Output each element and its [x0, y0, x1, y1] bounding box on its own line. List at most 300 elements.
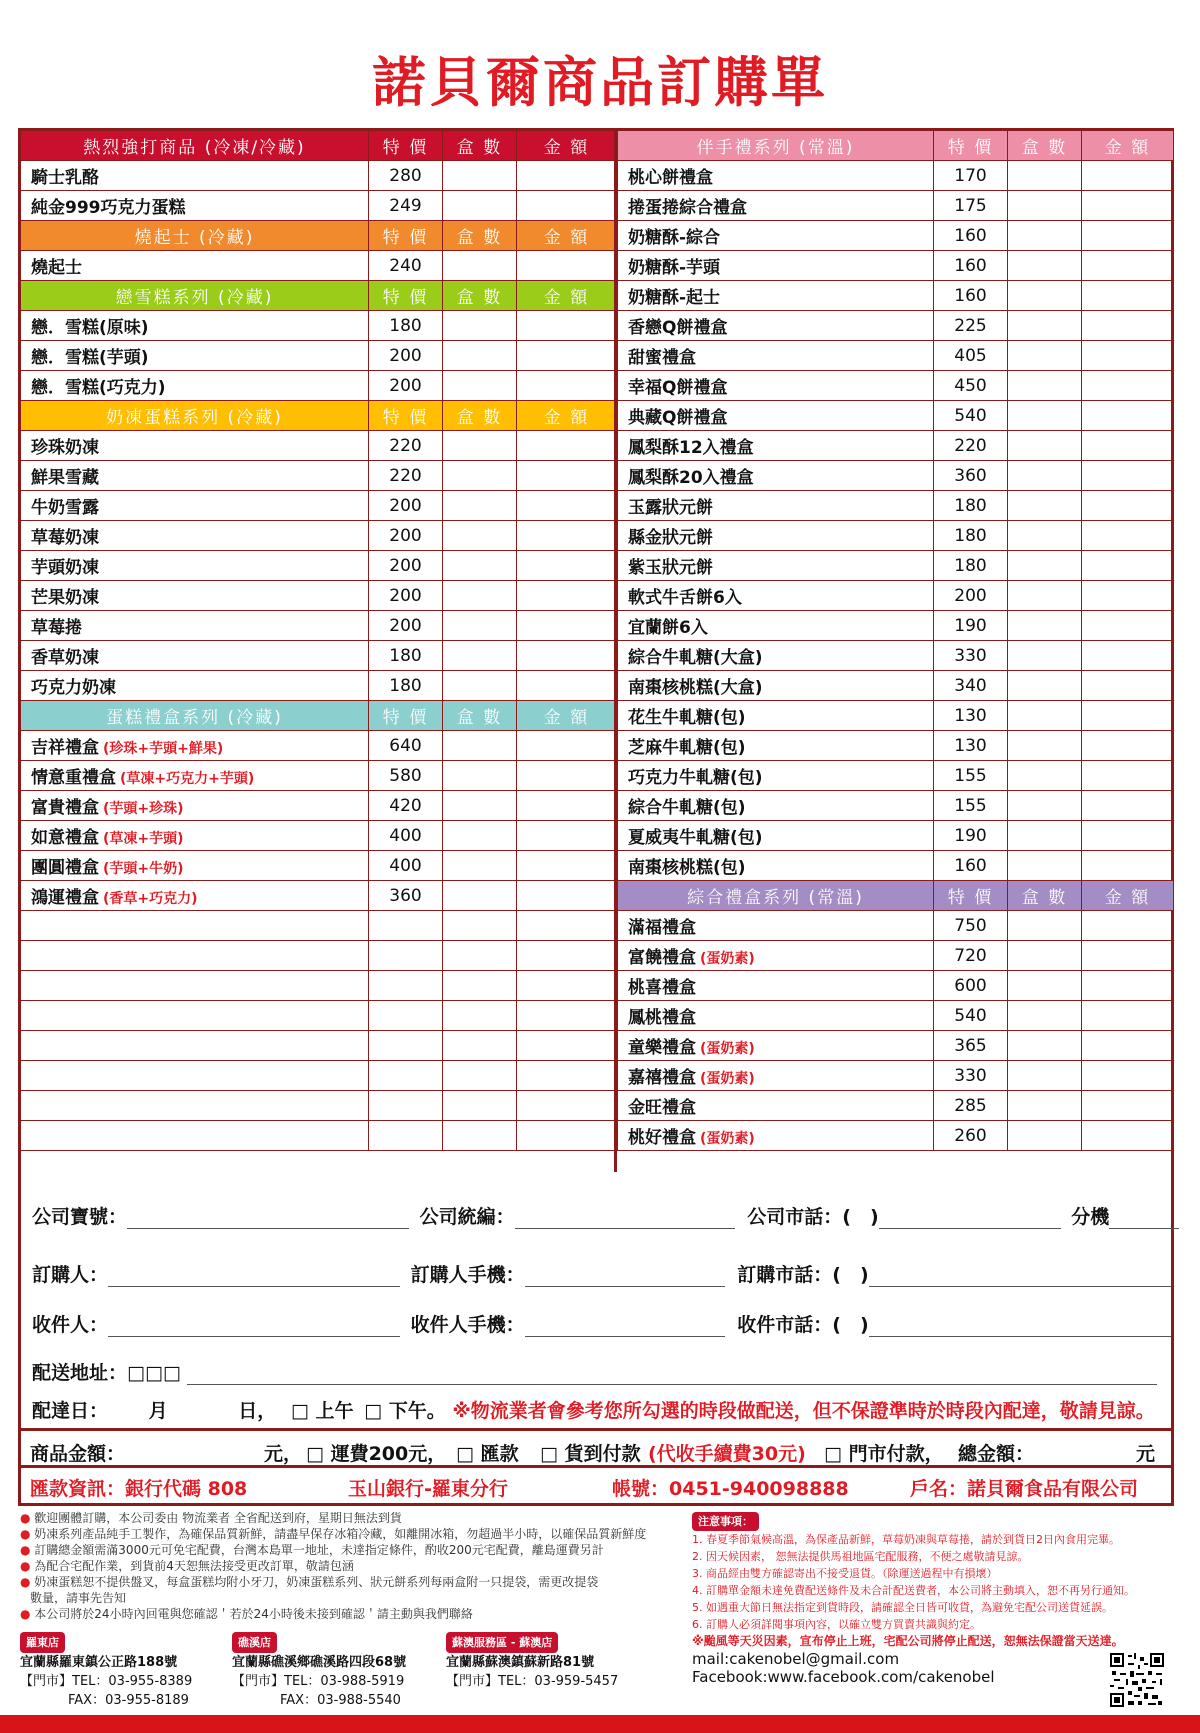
amount-cell[interactable] — [1082, 671, 1174, 701]
amount-cell[interactable] — [517, 1061, 617, 1091]
company-tel-input[interactable] — [879, 1207, 1061, 1229]
product-name-cell — [21, 551, 369, 581]
box-count-cell[interactable] — [1008, 521, 1082, 551]
section-title: 伴手禮系列 (常溫) — [618, 131, 934, 161]
amount-cell[interactable] — [1082, 161, 1174, 191]
box-count-cell[interactable] — [1008, 1121, 1082, 1151]
product-row — [21, 1001, 617, 1031]
pm-checkbox[interactable]: □ 下午。 — [364, 1400, 446, 1422]
box-count-cell[interactable] — [443, 581, 517, 611]
product-name: 桃心餅禮盒 — [628, 168, 713, 188]
product-name: 鴻運禮盒 — [31, 888, 99, 908]
product-row — [618, 731, 1174, 761]
box-count-cell[interactable] — [1008, 491, 1082, 521]
box-count-cell[interactable] — [1008, 971, 1082, 1001]
box-count-cell[interactable] — [1008, 731, 1082, 761]
product-row — [21, 431, 617, 461]
section-header — [618, 131, 1174, 161]
product-name: 甜蜜禮盒 — [628, 348, 696, 368]
box-count-cell[interactable] — [443, 251, 517, 281]
product-row — [618, 311, 1174, 341]
product-price: 170 — [934, 161, 1008, 191]
product-name-cell — [618, 791, 934, 821]
amount-cell[interactable] — [1082, 251, 1174, 281]
box-count-cell[interactable] — [1008, 851, 1082, 881]
product-row — [618, 671, 1174, 701]
product-name-cell — [21, 1061, 369, 1091]
amount-cell[interactable] — [517, 911, 617, 941]
product-name-cell — [618, 611, 934, 641]
amount-cell[interactable] — [1082, 611, 1174, 641]
product-name-cell — [21, 341, 369, 371]
box-count-cell[interactable] — [443, 731, 517, 761]
amount-cell[interactable] — [517, 1031, 617, 1061]
box-count-cell[interactable] — [443, 911, 517, 941]
box-count-cell[interactable] — [443, 971, 517, 1001]
box-count-cell[interactable] — [1008, 1061, 1082, 1091]
amount-cell[interactable] — [517, 821, 617, 851]
date-label: 配達日： — [32, 1400, 109, 1422]
product-row — [21, 251, 617, 281]
product-name: 嘉禧禮盒 — [628, 1068, 696, 1088]
product-price: 155 — [934, 761, 1008, 791]
product-name-cell — [618, 221, 934, 251]
product-name-cell — [618, 821, 934, 851]
product-price: 640 — [369, 731, 443, 761]
product-row — [618, 251, 1174, 281]
product-price: 540 — [934, 401, 1008, 431]
section-title: 燒起士 (冷藏) — [21, 221, 369, 251]
box-count-cell[interactable] — [443, 311, 517, 341]
product-row — [21, 821, 617, 851]
box-count-cell[interactable] — [1008, 431, 1082, 461]
amount-cell[interactable] — [1082, 641, 1174, 671]
amount-cell[interactable] — [517, 971, 617, 1001]
product-name-cell — [21, 1091, 369, 1121]
product-row — [21, 1061, 617, 1091]
amount-cell[interactable] — [517, 461, 617, 491]
product-name-cell — [21, 851, 369, 881]
product-price: 180 — [934, 521, 1008, 551]
product-name-cell — [21, 581, 369, 611]
bank-code: 匯款資訊：銀行代碼 808 — [30, 1478, 248, 1500]
box-count-cell[interactable] — [443, 461, 517, 491]
product-name-cell — [21, 731, 369, 761]
box-count-cell[interactable] — [1008, 341, 1082, 371]
product-row — [21, 941, 617, 971]
product-note: (蛋奶素) — [700, 1071, 755, 1087]
box-count-cell[interactable] — [443, 671, 517, 701]
price-header: 特 價 — [369, 401, 443, 431]
store-tag: 羅東店 — [20, 1632, 65, 1653]
amount-cell[interactable] — [1082, 1061, 1174, 1091]
buyer-tel-label: 訂購市話：( ) — [737, 1264, 869, 1286]
box-count-cell[interactable] — [443, 611, 517, 641]
product-row — [21, 161, 617, 191]
product-name-cell — [618, 251, 934, 281]
product-price — [369, 1121, 443, 1151]
product-price — [369, 1091, 443, 1121]
section-title: 奶凍蛋糕系列 (冷藏) — [21, 401, 369, 431]
product-row — [618, 1061, 1174, 1091]
box-count-cell[interactable] — [443, 851, 517, 881]
amount-cell[interactable] — [1082, 461, 1174, 491]
box-count-cell[interactable] — [1008, 251, 1082, 281]
box-count-cell[interactable] — [443, 1091, 517, 1121]
product-price: 130 — [934, 731, 1008, 761]
box-count-cell[interactable] — [1008, 941, 1082, 971]
bullet-icon: ● — [20, 1575, 35, 1589]
section-header — [618, 881, 1174, 911]
box-count-cell[interactable] — [443, 491, 517, 521]
product-price: 130 — [934, 701, 1008, 731]
amount-cell[interactable] — [517, 641, 617, 671]
amount-cell[interactable] — [1082, 281, 1174, 311]
bullet-icon: ● — [20, 1511, 35, 1525]
store-tag: 礁溪店 — [232, 1632, 277, 1653]
product-name: 典藏Q餅禮盒 — [628, 408, 728, 428]
product-note: (草凍+巧克力+芋頭) — [120, 771, 255, 787]
amount-cell[interactable] — [1082, 581, 1174, 611]
amount-cell[interactable] — [517, 1091, 617, 1121]
store-address: 宜蘭縣蘇澳鎮蘇新路81號 — [446, 1655, 595, 1670]
product-name: 南棗核桃糕(大盒) — [628, 678, 763, 698]
product-name: 草莓奶凍 — [31, 528, 99, 548]
amount-cell[interactable] — [1082, 941, 1174, 971]
product-row — [618, 1001, 1174, 1031]
product-price: 200 — [369, 611, 443, 641]
box-count-cell[interactable] — [443, 371, 517, 401]
product-price: 330 — [934, 1061, 1008, 1091]
address-input[interactable] — [187, 1363, 1157, 1385]
receiver-mobile-input[interactable] — [525, 1315, 725, 1337]
product-name: 珍珠奶凍 — [31, 438, 99, 458]
box-count-cell[interactable] — [443, 1061, 517, 1091]
store-fax: FAX：03-955-8189 — [68, 1693, 189, 1708]
store-suao — [446, 1632, 618, 1691]
product-row — [618, 701, 1174, 731]
product-name-cell — [21, 311, 369, 341]
box-count-cell[interactable] — [1008, 371, 1082, 401]
amount-cell[interactable] — [1082, 761, 1174, 791]
product-name: 奶糖酥-綜合 — [628, 228, 721, 248]
box-count-cell[interactable] — [1008, 161, 1082, 191]
amount-cell[interactable] — [517, 551, 617, 581]
product-price — [369, 941, 443, 971]
amount-cell[interactable] — [1082, 821, 1174, 851]
product-name-cell — [618, 761, 934, 791]
product-row — [618, 851, 1174, 881]
note-text: 為配合宅配作業，到貨前4天恕無法接受更改訂單，敬請包涵 — [34, 1559, 354, 1573]
box-count-cell[interactable] — [443, 431, 517, 461]
note-line — [20, 1606, 680, 1622]
left-product-table — [20, 130, 617, 1151]
product-name: 巧克力牛軋糖(包) — [628, 768, 763, 788]
amount-cell[interactable] — [517, 341, 617, 371]
product-name: 鳳梨酥20入禮盒 — [628, 468, 754, 488]
amount-cell[interactable] — [517, 431, 617, 461]
amount-cell[interactable] — [1082, 401, 1174, 431]
bullet-icon: ● — [20, 1559, 35, 1573]
amount-cell[interactable] — [1082, 1091, 1174, 1121]
note-text: 數量，請事先告知 — [30, 1591, 127, 1605]
product-name-cell — [21, 191, 369, 221]
box-count-cell[interactable] — [1008, 821, 1082, 851]
receiver-input[interactable] — [108, 1315, 400, 1337]
product-name-cell — [618, 521, 934, 551]
amount-cell[interactable] — [517, 611, 617, 641]
product-name: 捲蛋捲綜合禮盒 — [628, 198, 747, 218]
box-count-cell[interactable] — [1008, 671, 1082, 701]
amount-cell[interactable] — [1082, 431, 1174, 461]
product-row — [618, 761, 1174, 791]
store-pay-checkbox[interactable]: □ 門市付款， — [824, 1443, 944, 1465]
box-count-cell[interactable] — [443, 881, 517, 911]
cod-checkbox[interactable]: □ 貨到付款 — [540, 1443, 641, 1465]
amount-cell[interactable] — [1082, 701, 1174, 731]
amount-cell[interactable] — [1082, 521, 1174, 551]
buyer-mobile-label: 訂購人手機： — [410, 1264, 525, 1286]
receiver-mobile-label: 收件人手機： — [410, 1314, 525, 1336]
product-row — [21, 671, 617, 701]
amount-label: 商品金額： — [30, 1443, 126, 1465]
amount-cell[interactable] — [1082, 851, 1174, 881]
box-count-cell[interactable] — [443, 641, 517, 671]
box-count-cell[interactable] — [443, 821, 517, 851]
box-count-cell[interactable] — [1008, 581, 1082, 611]
box-count-cell[interactable] — [443, 791, 517, 821]
month-label: 月 — [148, 1400, 168, 1422]
product-name-cell — [618, 311, 934, 341]
amount-cell[interactable] — [517, 311, 617, 341]
product-name: 綜合牛軋糖(大盒) — [628, 648, 763, 668]
product-name: 宜蘭餅6入 — [628, 618, 708, 638]
product-name-cell — [618, 1031, 934, 1061]
amount-cell[interactable] — [1082, 191, 1174, 221]
product-price: 280 — [369, 161, 443, 191]
shipping-checkbox[interactable]: □ 運費200元， — [306, 1443, 447, 1465]
box-count-cell[interactable] — [1008, 281, 1082, 311]
product-price: 365 — [934, 1031, 1008, 1061]
bullet-icon: ● — [20, 1543, 35, 1557]
box-count-cell[interactable] — [443, 1031, 517, 1061]
product-name: 幸福Q餅禮盒 — [628, 378, 728, 398]
product-note: (蛋奶素) — [700, 1041, 755, 1057]
product-name-cell — [21, 1121, 369, 1151]
qr-code-icon[interactable] — [1110, 1653, 1164, 1707]
facebook-link[interactable]: Facebook:www.facebook.com/cakenobel — [692, 1668, 995, 1686]
amount-cell[interactable] — [517, 491, 617, 521]
product-name-cell — [21, 791, 369, 821]
box-count-cell[interactable] — [1008, 461, 1082, 491]
amount-header: 金 額 — [517, 131, 617, 161]
amount-header: 金 額 — [517, 281, 617, 311]
box-count-cell[interactable] — [443, 1121, 517, 1151]
box-count-cell[interactable] — [1008, 1091, 1082, 1121]
box-count-cell[interactable] — [443, 1001, 517, 1031]
amount-cell[interactable] — [1082, 371, 1174, 401]
total-label: 總金額： — [958, 1443, 1035, 1465]
box-count-cell[interactable] — [1008, 641, 1082, 671]
product-name: 富貴禮盒 — [31, 798, 99, 818]
box-header: 盒 數 — [1008, 131, 1082, 161]
product-price: 220 — [369, 461, 443, 491]
product-name: 夏威夷牛軋糖(包) — [628, 828, 763, 848]
amount-cell[interactable] — [1082, 1031, 1174, 1061]
product-price: 180 — [934, 491, 1008, 521]
buyer-mobile-input[interactable] — [525, 1265, 725, 1287]
buyer-tel-input[interactable] — [869, 1265, 1171, 1287]
amount-cell[interactable] — [517, 251, 617, 281]
box-count-cell[interactable] — [1008, 791, 1082, 821]
remit-checkbox[interactable]: □ 匯款 — [456, 1443, 519, 1465]
receiver-tel-input[interactable] — [869, 1315, 1171, 1337]
amount-cell[interactable] — [1082, 1001, 1174, 1031]
amount-cell[interactable] — [517, 1001, 617, 1031]
product-name-cell — [618, 641, 934, 671]
amount-cell[interactable] — [517, 941, 617, 971]
product-name-cell — [21, 611, 369, 641]
product-name: 富饒禮盒 — [628, 948, 696, 968]
product-name: 牛奶雪露 — [31, 498, 99, 518]
product-row — [21, 551, 617, 581]
amount-cell[interactable] — [1082, 311, 1174, 341]
amount-cell[interactable] — [517, 881, 617, 911]
box-header: 盒 數 — [443, 401, 517, 431]
box-count-cell[interactable] — [443, 521, 517, 551]
product-name-cell — [618, 401, 934, 431]
am-checkbox[interactable]: □ 上午 — [290, 1400, 354, 1422]
amount-header: 金 額 — [1082, 131, 1174, 161]
box-header: 盒 數 — [443, 701, 517, 731]
product-name: 桃喜禮盒 — [628, 978, 696, 998]
amount-header: 金 額 — [1082, 881, 1174, 911]
product-price: 400 — [369, 851, 443, 881]
product-name-cell — [618, 671, 934, 701]
box-count-cell[interactable] — [443, 551, 517, 581]
amount-cell[interactable] — [1082, 551, 1174, 581]
amount-cell[interactable] — [517, 1121, 617, 1151]
product-row — [21, 461, 617, 491]
amount-cell[interactable] — [1082, 491, 1174, 521]
tax-id-input[interactable] — [515, 1207, 735, 1229]
product-row — [21, 1091, 617, 1121]
box-count-cell[interactable] — [1008, 551, 1082, 581]
box-count-cell[interactable] — [1008, 1001, 1082, 1031]
notice-item: 5. 如遇重大節日無法指定到貨時段，請確認全日皆可收貨，為避免宅配公司送貨延誤。 — [692, 1601, 1113, 1614]
box-count-cell[interactable] — [1008, 401, 1082, 431]
product-name-cell — [618, 281, 934, 311]
box-count-cell[interactable] — [1008, 1031, 1082, 1061]
box-count-cell[interactable] — [1008, 191, 1082, 221]
product-name-cell — [21, 251, 369, 281]
product-name: 香草奶凍 — [31, 648, 99, 668]
product-row — [618, 611, 1174, 641]
product-name-cell — [618, 431, 934, 461]
notice-tag: 注意事項： — [692, 1512, 759, 1531]
amount-cell[interactable] — [517, 521, 617, 551]
product-price: 200 — [934, 581, 1008, 611]
product-name-cell — [618, 731, 934, 761]
box-header: 盒 數 — [1008, 881, 1082, 911]
notice-item: 4. 訂購單金額未達免費配送條件及未合計配送費者，本公司將主動填入，恕不再另行通知。 — [692, 1584, 1135, 1597]
buyer-input[interactable] — [108, 1265, 400, 1287]
product-row — [21, 731, 617, 761]
company-input[interactable] — [127, 1207, 409, 1229]
amount-cell[interactable] — [1082, 971, 1174, 1001]
amount-cell[interactable] — [517, 581, 617, 611]
box-count-cell[interactable] — [1008, 761, 1082, 791]
bullet-icon: ● — [20, 1527, 35, 1541]
amount-cell[interactable] — [1082, 1121, 1174, 1151]
product-row — [618, 161, 1174, 191]
box-count-cell[interactable] — [443, 161, 517, 191]
notes-left — [20, 1510, 680, 1622]
contact-info — [692, 1650, 995, 1686]
product-name-cell — [21, 671, 369, 701]
product-row — [618, 551, 1174, 581]
store-address: 宜蘭縣礁溪鄉礁溪路四段68號 — [232, 1655, 407, 1670]
product-row — [21, 881, 617, 911]
box-count-cell[interactable] — [1008, 911, 1082, 941]
product-row — [21, 911, 617, 941]
amount-cell[interactable] — [517, 761, 617, 791]
box-count-cell[interactable] — [1008, 311, 1082, 341]
box-count-cell[interactable] — [443, 941, 517, 971]
box-count-cell[interactable] — [443, 341, 517, 371]
price-header: 特 價 — [369, 281, 443, 311]
product-price — [369, 971, 443, 1001]
email-link[interactable]: mail:cakenobel@gmail.com — [692, 1650, 900, 1668]
box-count-cell[interactable] — [443, 191, 517, 221]
amount-cell[interactable] — [1082, 791, 1174, 821]
amount-cell[interactable] — [517, 371, 617, 401]
store-jiaoxi — [232, 1632, 406, 1710]
product-name-cell — [21, 1031, 369, 1061]
amount-cell[interactable] — [517, 161, 617, 191]
product-name: 鮮果雪藏 — [31, 468, 99, 488]
amount-cell[interactable] — [1082, 911, 1174, 941]
product-price — [369, 911, 443, 941]
box-header: 盒 數 — [443, 131, 517, 161]
amount-cell[interactable] — [1082, 341, 1174, 371]
product-name-cell — [618, 491, 934, 521]
amount-cell[interactable] — [517, 791, 617, 821]
box-count-cell[interactable] — [443, 761, 517, 791]
note-line — [20, 1526, 680, 1542]
amount-cell[interactable] — [1082, 731, 1174, 761]
amount-cell[interactable] — [517, 851, 617, 881]
amount-cell[interactable] — [517, 731, 617, 761]
ext-input[interactable] — [1109, 1207, 1179, 1229]
store-luodong — [20, 1632, 192, 1710]
box-count-cell[interactable] — [1008, 701, 1082, 731]
note-line — [20, 1590, 680, 1606]
product-note: (蛋奶素) — [700, 1131, 755, 1147]
note-text: 歡迎團體訂購，本公司委由 物流業者 全省配送到府，星期日無法到貨 — [34, 1511, 402, 1525]
box-count-cell[interactable] — [1008, 221, 1082, 251]
amount-cell[interactable] — [517, 671, 617, 701]
amount-cell[interactable] — [1082, 221, 1174, 251]
amount-cell[interactable] — [517, 191, 617, 221]
note-text: 奶凍系列產品純手工製作，為確保品質新鮮，請盡早保存冰箱冷藏，如離開冰箱，勿超過半小時，以確保品質新鮮度 — [34, 1527, 647, 1541]
product-row — [21, 1031, 617, 1061]
box-count-cell[interactable] — [1008, 611, 1082, 641]
notice-item: 1. 春夏季節氣候高溫，為保產品新鮮，草莓奶凍與草莓捲，請於到貨日2日內食用完畢。 — [692, 1533, 1120, 1546]
product-row — [21, 581, 617, 611]
tax-id-label: 公司統編： — [419, 1206, 515, 1228]
total-yuan-label: 元 — [1136, 1443, 1156, 1465]
